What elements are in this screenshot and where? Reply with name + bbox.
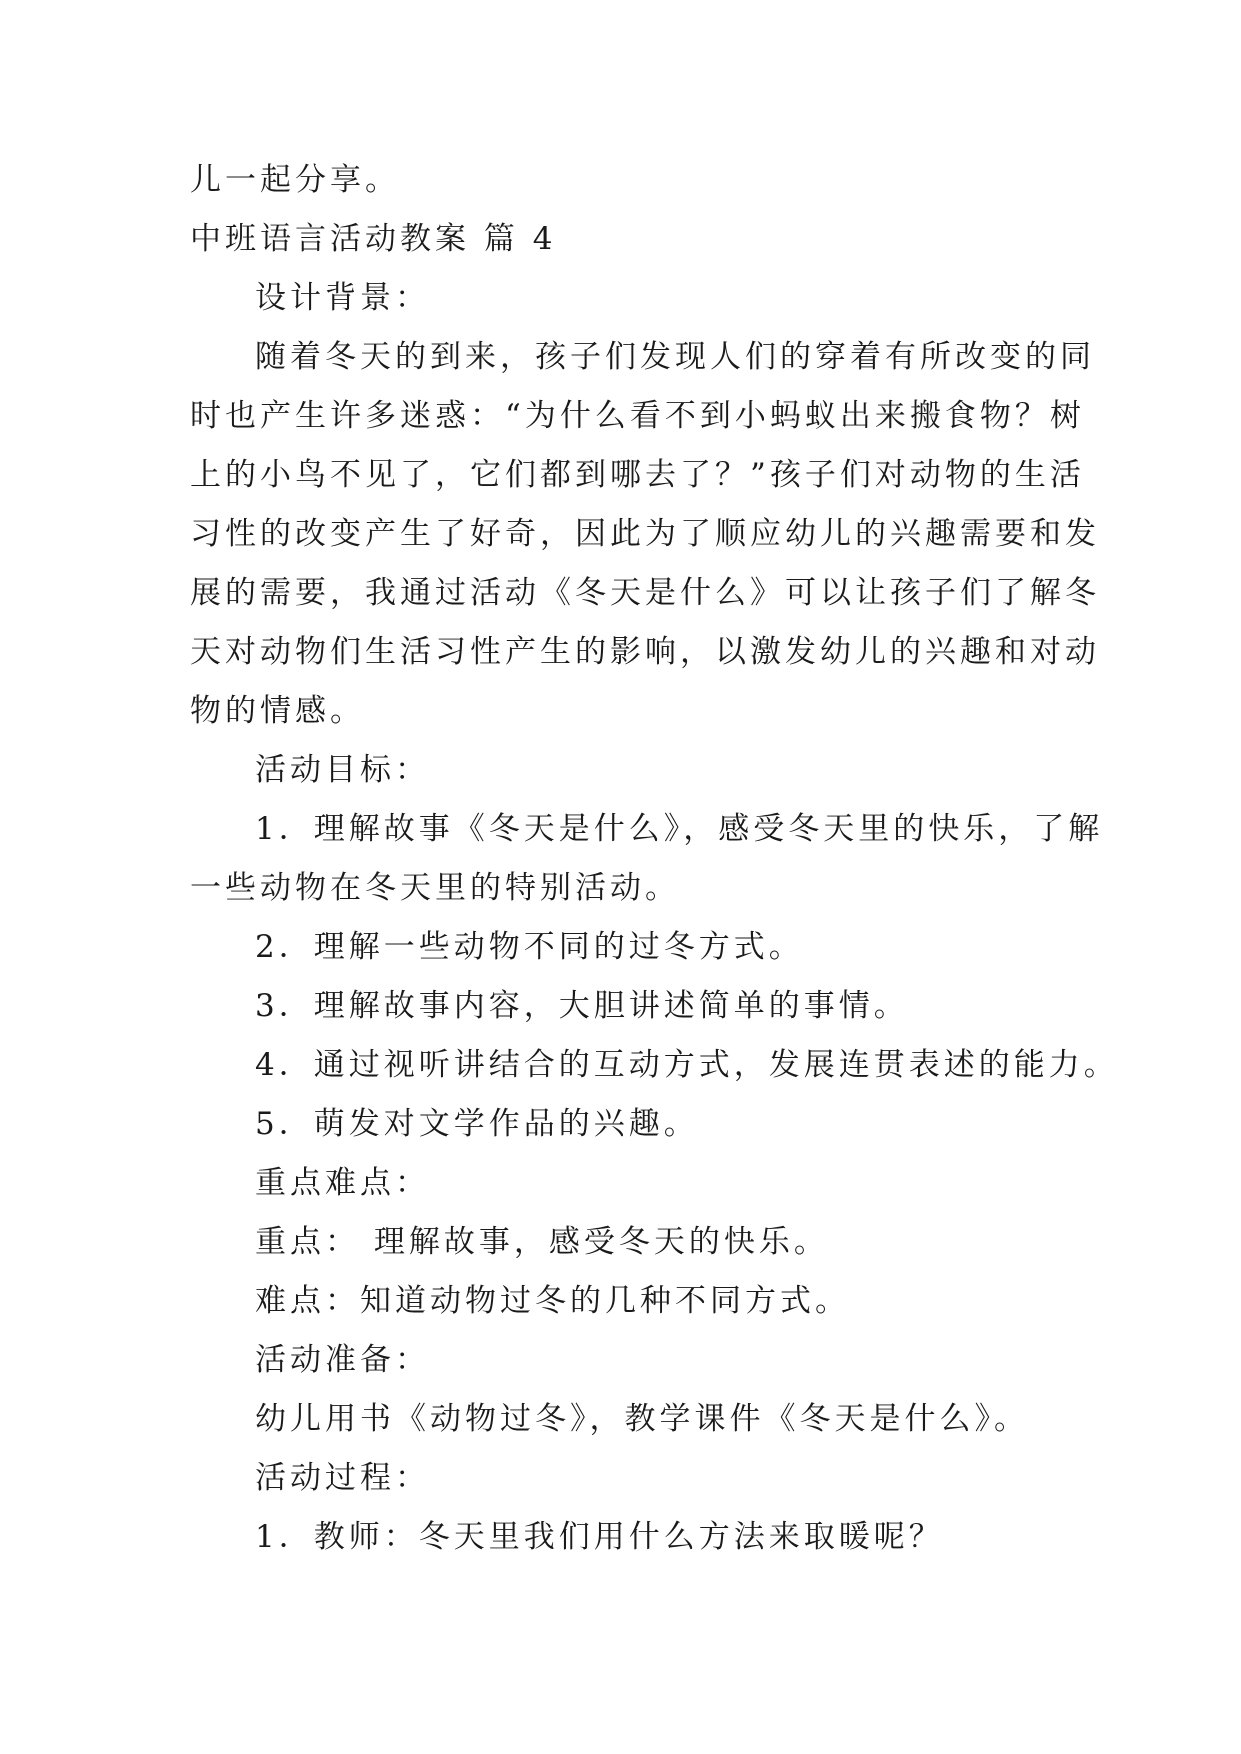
list-item: 5．萌发对文学作品的兴趣。 (255, 1106, 699, 1142)
list-item: 3．理解故事内容，大胆讲述简单的事情。 (255, 988, 909, 1024)
paragraph-line: 时也产生许多迷惑：“为什么看不到小蚂蚁出来搬食物？树 (190, 398, 1085, 434)
list-item-continuation: 一些动物在冬天里的特别活动。 (190, 870, 680, 906)
subheading-background: 设计背景： (255, 280, 430, 316)
preparation-line: 幼儿用书《动物过冬》，教学课件《冬天是什么》。 (255, 1401, 1029, 1437)
text-line-continuation: 儿一起分享。 (190, 162, 400, 198)
subheading-preparation: 活动准备： (255, 1342, 430, 1378)
list-item: 1．教师：冬天里我们用什么方法来取暖呢？ (255, 1519, 944, 1555)
subheading-key-points: 重点难点： (255, 1165, 430, 1201)
difficulty-line: 难点：知道动物过冬的几种不同方式。 (255, 1283, 850, 1319)
paragraph-line: 天对动物们生活习性产生的影响，以激发幼儿的兴趣和对动 (190, 634, 1100, 670)
key-point-line: 重点： 理解故事，感受冬天的快乐。 (255, 1224, 829, 1260)
list-item: 4．通过视听讲结合的互动方式，发展连贯表述的能力。 (255, 1047, 1119, 1083)
list-item: 1．理解故事《冬天是什么》，感受冬天里的快乐，了解 (255, 811, 1104, 847)
subheading-process: 活动过程： (255, 1460, 430, 1496)
subheading-goals: 活动目标： (255, 752, 430, 788)
paragraph-line: 上的小鸟不见了，它们都到哪去了？”孩子们对动物的生活 (190, 457, 1085, 493)
list-item: 2．理解一些动物不同的过冬方式。 (255, 929, 804, 965)
paragraph-line: 展的需要，我通过活动《冬天是什么》可以让孩子们了解冬 (190, 575, 1100, 611)
paragraph-line: 物的情感。 (190, 693, 365, 729)
section-heading: 中班语言活动教案 篇 4 (190, 221, 557, 257)
paragraph-line: 习性的改变产生了好奇，因此为了顺应幼儿的兴趣需要和发 (190, 516, 1100, 552)
paragraph-line: 随着冬天的到来，孩子们发现人们的穿着有所改变的同 (255, 339, 1095, 375)
